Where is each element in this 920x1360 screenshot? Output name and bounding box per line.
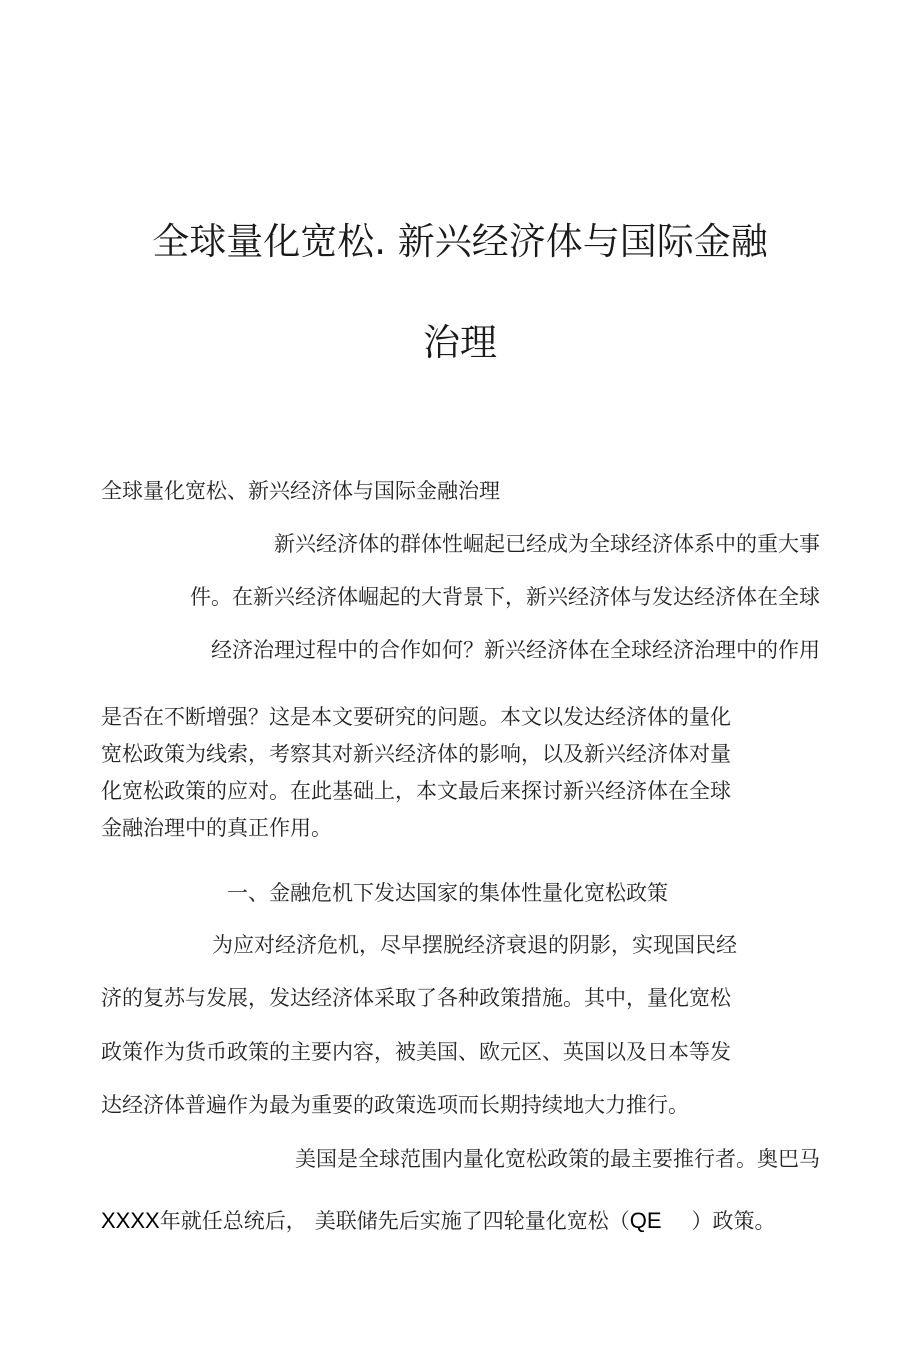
section-heading: 一、金融危机下发达国家的集体性量化宽松政策 [227,881,668,905]
document-subtitle: 全球量化宽松、新兴经济体与国际金融治理 [101,479,500,503]
paragraph-1-line: 新兴经济体的群体性崛起已经成为全球经济体系中的重大事 [274,532,820,556]
paragraph-3-line: 为应对经济危机，尽早摆脱经济衰退的阴影，实现国民经 [212,933,737,957]
paragraph-3-line: 达经济体普遍作为最为重要的政策选项而长期持续地大力推行。 [101,1093,689,1117]
paragraph-2-line: 金融治理中的真正作用。 [101,816,332,840]
qe-abbreviation: QE [629,1208,662,1233]
paragraph-4-line: 美国是全球范围内量化宽松政策的最主要推行者。奥巴马 [295,1147,820,1171]
year-placeholder: XXXX [101,1208,160,1233]
paragraph-2-line: 化宽松政策的应对。在此基础上，本文最后来探讨新兴经济体在全球 [101,779,731,803]
paragraph-2-line: 是否在不断增强？这是本文要研究的问题。本文以发达经济体的量化 [101,705,731,729]
document-title-line-1: 全球量化宽松. 新兴经济体与国际金融 [152,220,768,263]
text-segment: 美联储先后实施了四轮量化宽松（ [314,1209,630,1233]
paragraph-2-line: 宽松政策为线索，考察其对新兴经济体的影响，以及新兴经济体对量 [101,742,731,766]
paragraph-3-line: 政策作为货币政策的主要内容，被美国、欧元区、英国以及日本等发 [101,1040,731,1064]
paragraph-1-line: 经济治理过程中的合作如何？新兴经济体在全球经济治理中的作用 [211,638,820,662]
paragraph-4-line [101,1208,776,1234]
text-segment: 年就任总统后， [159,1209,307,1233]
document-title-line-2: 治理 [423,321,497,364]
paragraph-3-line: 济的复苏与发展，发达经济体采取了各种政策措施。其中，量化宽松 [101,986,731,1010]
text-segment: ）政策。 [691,1209,776,1233]
paragraph-1-line: 件。在新兴经济体崛起的大背景下，新兴经济体与发达经济体在全球 [190,585,820,609]
